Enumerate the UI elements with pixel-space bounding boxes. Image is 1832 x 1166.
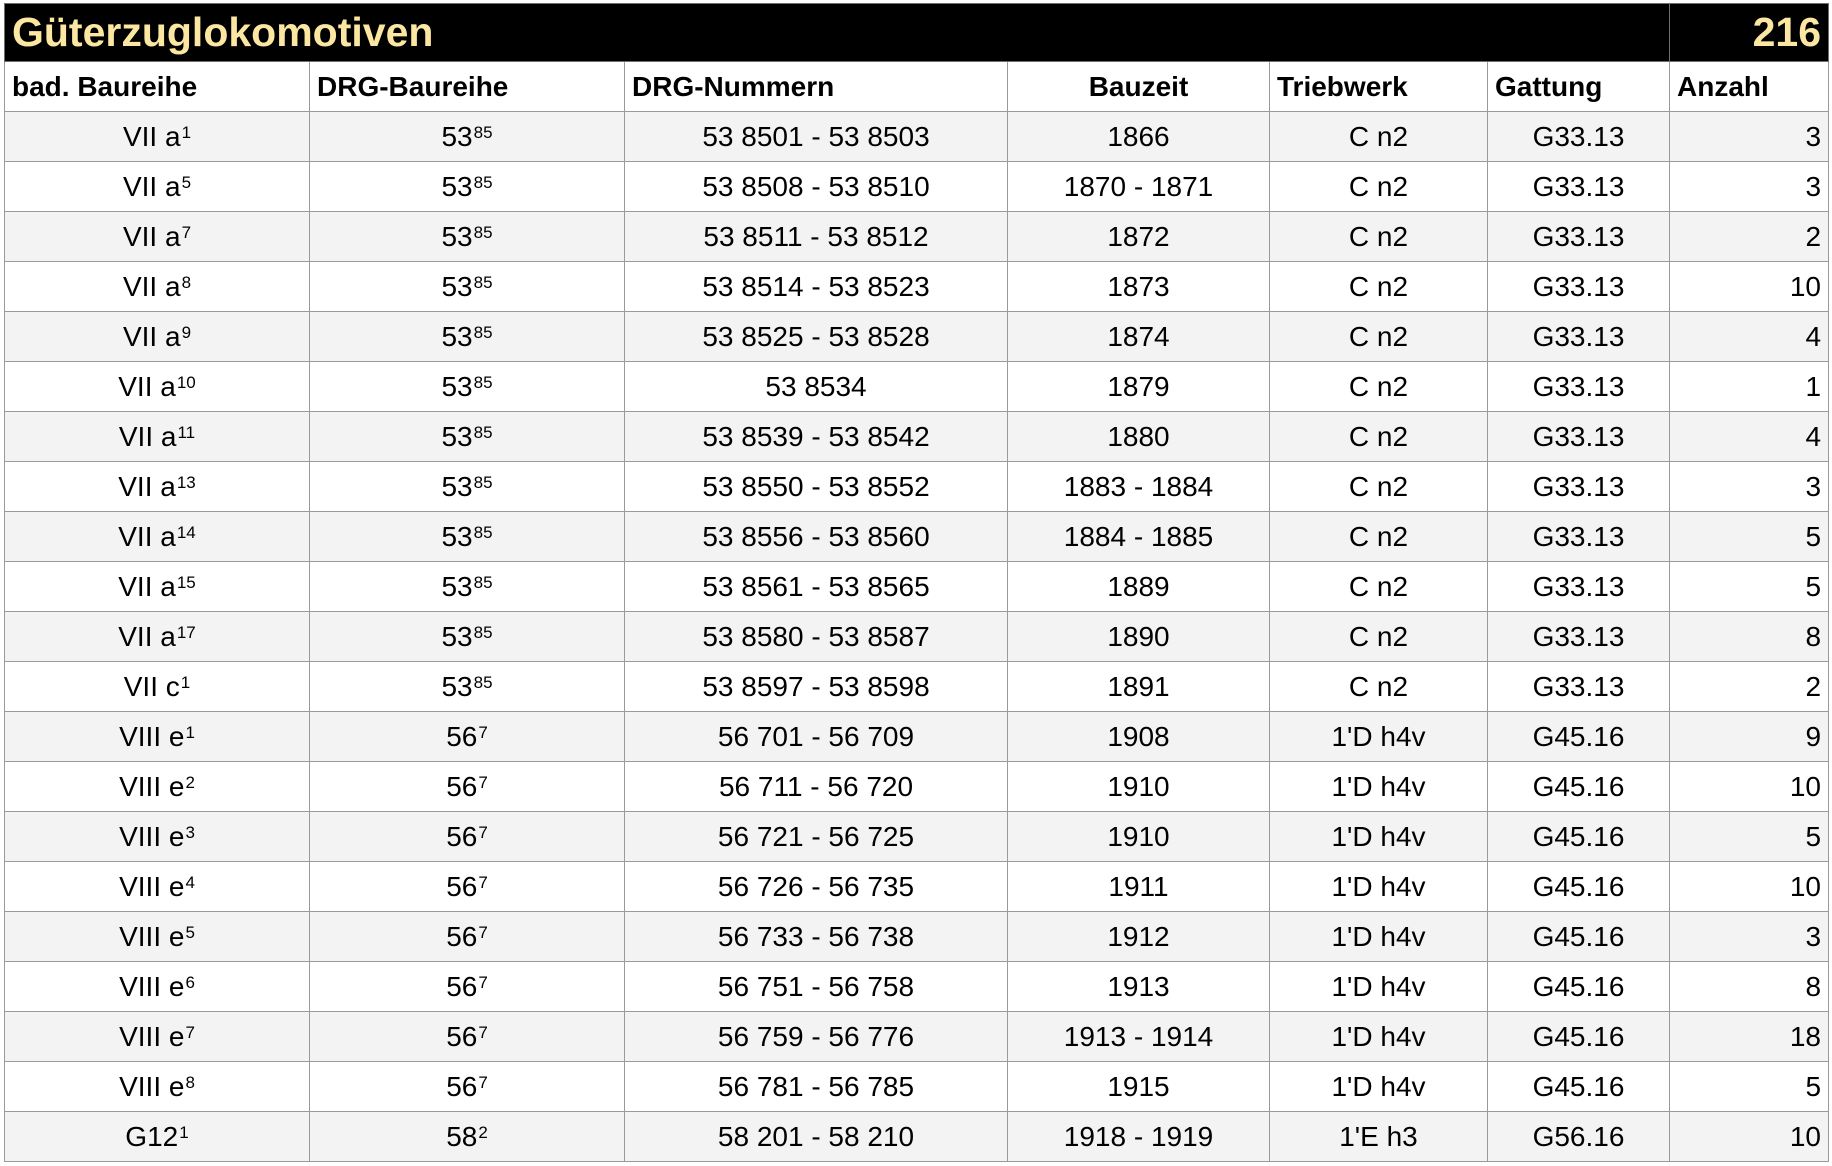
header-triebwerk: Triebwerk — [1270, 62, 1488, 112]
bauzeit-cell: 1911 — [1008, 862, 1270, 912]
bad-baureihe-index: 17 — [176, 622, 196, 642]
bad-baureihe-base: VII a — [118, 420, 177, 452]
drg-baureihe-cell — [310, 462, 625, 512]
bauzeit-cell: 1866 — [1008, 112, 1270, 162]
bauzeit-cell: 1870 - 1871 — [1008, 162, 1270, 212]
drg-baureihe-base: 56 — [446, 720, 478, 752]
triebwerk-cell: C n2 — [1270, 562, 1488, 612]
anzahl-cell: 2 — [1670, 662, 1829, 712]
drg-nummern-cell: 56 759 - 56 776 — [625, 1012, 1008, 1062]
gattung-cell: G56.16 — [1488, 1112, 1670, 1162]
title-row — [5, 4, 1829, 62]
triebwerk-cell: C n2 — [1270, 262, 1488, 312]
drg-nummern-cell: 56 721 - 56 725 — [625, 812, 1008, 862]
bad-baureihe-base: VII a — [118, 520, 176, 552]
drg-baureihe-index: 7 — [478, 722, 488, 742]
bad-baureihe-base: VII a — [118, 620, 176, 652]
bad-baureihe-cell — [5, 662, 310, 712]
drg-nummern-cell: 53 8501 - 53 8503 — [625, 112, 1008, 162]
drg-nummern-cell: 53 8525 - 53 8528 — [625, 312, 1008, 362]
table-row — [5, 162, 1829, 212]
anzahl-cell: 2 — [1670, 212, 1829, 262]
drg-nummern-cell: 53 8511 - 53 8512 — [625, 212, 1008, 262]
header-drg-nummern: DRG-Nummern — [625, 62, 1008, 112]
table-row — [5, 362, 1829, 412]
drg-baureihe-cell — [310, 612, 625, 662]
bauzeit-cell: 1879 — [1008, 362, 1270, 412]
bad-baureihe-index: 7 — [185, 1022, 195, 1042]
triebwerk-cell: C n2 — [1270, 362, 1488, 412]
gattung-cell: G45.16 — [1488, 812, 1670, 862]
header-gattung: Gattung — [1488, 62, 1670, 112]
bauzeit-cell: 1880 — [1008, 412, 1270, 462]
drg-nummern-cell: 53 8597 - 53 8598 — [625, 662, 1008, 712]
drg-baureihe-base: 53 — [441, 420, 473, 452]
gattung-cell: G33.13 — [1488, 362, 1670, 412]
anzahl-cell: 8 — [1670, 612, 1829, 662]
drg-baureihe-cell — [310, 512, 625, 562]
drg-baureihe-cell — [310, 262, 625, 312]
anzahl-cell: 3 — [1670, 462, 1829, 512]
triebwerk-cell: C n2 — [1270, 462, 1488, 512]
drg-nummern-cell: 56 711 - 56 720 — [625, 762, 1008, 812]
triebwerk-cell: 1'D h4v — [1270, 712, 1488, 762]
drg-baureihe-index: 7 — [478, 1022, 488, 1042]
bad-baureihe-base: VIII e — [119, 1020, 185, 1052]
table-row — [5, 612, 1829, 662]
table-row — [5, 662, 1829, 712]
anzahl-cell: 18 — [1670, 1012, 1829, 1062]
bad-baureihe-index: 3 — [185, 822, 195, 842]
drg-nummern-cell: 53 8580 - 53 8587 — [625, 612, 1008, 662]
drg-baureihe-cell — [310, 162, 625, 212]
table-row — [5, 1062, 1829, 1112]
table-row — [5, 212, 1829, 262]
locomotive-table-container — [4, 3, 1828, 1162]
drg-baureihe-cell — [310, 212, 625, 262]
header-bauzeit: Bauzeit — [1008, 62, 1270, 112]
anzahl-cell: 10 — [1670, 862, 1829, 912]
gattung-cell: G33.13 — [1488, 212, 1670, 262]
table-row — [5, 1112, 1829, 1162]
table-row — [5, 762, 1829, 812]
anzahl-cell: 4 — [1670, 312, 1829, 362]
bad-baureihe-base: G12 — [125, 1120, 179, 1152]
drg-baureihe-base: 53 — [441, 120, 473, 152]
table-row — [5, 1012, 1829, 1062]
bad-baureihe-index: 6 — [185, 972, 195, 992]
bad-baureihe-base: VII a — [122, 270, 181, 302]
bad-baureihe-cell — [5, 362, 310, 412]
drg-baureihe-base: 53 — [441, 570, 473, 602]
drg-baureihe-index: 85 — [473, 222, 493, 242]
triebwerk-cell: C n2 — [1270, 662, 1488, 712]
gattung-cell: G33.13 — [1488, 162, 1670, 212]
drg-baureihe-index: 7 — [478, 972, 488, 992]
triebwerk-cell: C n2 — [1270, 212, 1488, 262]
anzahl-cell: 3 — [1670, 162, 1829, 212]
drg-baureihe-base: 56 — [446, 1020, 478, 1052]
drg-baureihe-index: 7 — [478, 822, 488, 842]
drg-baureihe-cell — [310, 412, 625, 462]
drg-nummern-cell: 53 8556 - 53 8560 — [625, 512, 1008, 562]
triebwerk-cell: 1'D h4v — [1270, 1012, 1488, 1062]
gattung-cell: G33.13 — [1488, 662, 1670, 712]
bauzeit-cell: 1913 - 1914 — [1008, 1012, 1270, 1062]
drg-baureihe-base: 56 — [446, 770, 478, 802]
bad-baureihe-index: 5 — [181, 172, 192, 192]
table-row — [5, 112, 1829, 162]
bad-baureihe-index: 15 — [176, 572, 196, 592]
drg-baureihe-cell — [310, 1012, 625, 1062]
drg-baureihe-index: 85 — [473, 322, 493, 342]
triebwerk-cell: 1'D h4v — [1270, 812, 1488, 862]
anzahl-cell: 10 — [1670, 762, 1829, 812]
drg-baureihe-base: 53 — [441, 220, 473, 252]
drg-baureihe-cell — [310, 112, 625, 162]
bauzeit-cell: 1883 - 1884 — [1008, 462, 1270, 512]
header-row — [5, 62, 1829, 112]
bad-baureihe-cell — [5, 962, 310, 1012]
bad-baureihe-base: VII a — [122, 170, 181, 202]
gattung-cell: G33.13 — [1488, 262, 1670, 312]
bad-baureihe-index: 1 — [180, 672, 191, 692]
anzahl-cell: 3 — [1670, 912, 1829, 962]
drg-nummern-cell: 53 8550 - 53 8552 — [625, 462, 1008, 512]
table-row — [5, 912, 1829, 962]
table-title: Güterzuglokomotiven — [5, 4, 1670, 62]
drg-nummern-cell: 56 781 - 56 785 — [625, 1062, 1008, 1112]
bad-baureihe-index: 1 — [179, 1122, 189, 1142]
triebwerk-cell: 1'E h3 — [1270, 1112, 1488, 1162]
drg-baureihe-base: 56 — [446, 870, 478, 902]
bauzeit-cell: 1910 — [1008, 762, 1270, 812]
table-row — [5, 812, 1829, 862]
table-row — [5, 562, 1829, 612]
drg-baureihe-cell — [310, 962, 625, 1012]
gattung-cell: G33.13 — [1488, 562, 1670, 612]
drg-baureihe-cell — [310, 312, 625, 362]
bad-baureihe-cell — [5, 1112, 310, 1162]
drg-baureihe-base: 53 — [441, 270, 473, 302]
anzahl-cell: 1 — [1670, 362, 1829, 412]
drg-baureihe-cell — [310, 762, 625, 812]
bad-baureihe-base: VII a — [118, 470, 176, 502]
table-row — [5, 862, 1829, 912]
drg-baureihe-index: 85 — [473, 122, 493, 142]
drg-nummern-cell: 53 8561 - 53 8565 — [625, 562, 1008, 612]
drg-nummern-cell: 56 733 - 56 738 — [625, 912, 1008, 962]
header-drg-baureihe: DRG-Baureihe — [310, 62, 625, 112]
triebwerk-cell: C n2 — [1270, 612, 1488, 662]
bad-baureihe-cell — [5, 1012, 310, 1062]
table-row — [5, 262, 1829, 312]
bauzeit-cell: 1913 — [1008, 962, 1270, 1012]
header-anzahl: Anzahl — [1670, 62, 1829, 112]
bad-baureihe-base: VIII e — [119, 870, 185, 902]
drg-baureihe-base: 56 — [446, 920, 478, 952]
triebwerk-cell: 1'D h4v — [1270, 1062, 1488, 1112]
triebwerk-cell: 1'D h4v — [1270, 912, 1488, 962]
drg-nummern-cell: 56 751 - 56 758 — [625, 962, 1008, 1012]
bauzeit-cell: 1889 — [1008, 562, 1270, 612]
bauzeit-cell: 1915 — [1008, 1062, 1270, 1112]
drg-nummern-cell: 58 201 - 58 210 — [625, 1112, 1008, 1162]
drg-baureihe-index: 7 — [478, 872, 488, 892]
anzahl-cell: 5 — [1670, 562, 1829, 612]
bad-baureihe-base: VII a — [122, 120, 181, 152]
bad-baureihe-cell — [5, 562, 310, 612]
drg-baureihe-base: 58 — [446, 1120, 478, 1152]
drg-baureihe-base: 53 — [441, 170, 473, 202]
drg-baureihe-index: 85 — [473, 372, 493, 392]
bad-baureihe-base: VIII e — [119, 920, 185, 952]
drg-baureihe-cell — [310, 662, 625, 712]
bad-baureihe-base: VIII e — [119, 820, 185, 852]
bauzeit-cell: 1872 — [1008, 212, 1270, 262]
bad-baureihe-index: 2 — [185, 772, 195, 792]
bad-baureihe-cell — [5, 312, 310, 362]
triebwerk-cell: 1'D h4v — [1270, 762, 1488, 812]
gattung-cell: G33.13 — [1488, 112, 1670, 162]
header-bad-baureihe: bad. Baureihe — [5, 62, 310, 112]
bad-baureihe-base: VII a — [118, 370, 176, 402]
bad-baureihe-base: VII a — [122, 320, 181, 352]
drg-baureihe-cell — [310, 1062, 625, 1112]
bad-baureihe-cell — [5, 512, 310, 562]
bad-baureihe-index: 4 — [185, 872, 195, 892]
gattung-cell: G33.13 — [1488, 462, 1670, 512]
gattung-cell: G33.13 — [1488, 312, 1670, 362]
drg-nummern-cell: 53 8534 — [625, 362, 1008, 412]
bauzeit-cell: 1910 — [1008, 812, 1270, 862]
drg-baureihe-base: 53 — [441, 470, 473, 502]
drg-baureihe-base: 53 — [441, 520, 473, 552]
drg-baureihe-base: 53 — [441, 320, 473, 352]
bauzeit-cell: 1918 - 1919 — [1008, 1112, 1270, 1162]
drg-baureihe-index: 85 — [473, 472, 493, 492]
anzahl-cell: 5 — [1670, 512, 1829, 562]
bauzeit-cell: 1874 — [1008, 312, 1270, 362]
drg-baureihe-base: 53 — [441, 370, 473, 402]
triebwerk-cell: C n2 — [1270, 412, 1488, 462]
bad-baureihe-index: 1 — [181, 122, 192, 142]
bad-baureihe-cell — [5, 262, 310, 312]
bad-baureihe-cell — [5, 1062, 310, 1112]
drg-baureihe-base: 56 — [446, 970, 478, 1002]
bad-baureihe-cell — [5, 712, 310, 762]
drg-baureihe-base: 53 — [441, 620, 473, 652]
anzahl-cell: 8 — [1670, 962, 1829, 1012]
gattung-cell: G45.16 — [1488, 712, 1670, 762]
drg-baureihe-index: 7 — [478, 772, 488, 792]
drg-baureihe-index: 85 — [473, 672, 493, 692]
bad-baureihe-index: 7 — [181, 222, 192, 242]
anzahl-cell: 3 — [1670, 112, 1829, 162]
table-row — [5, 462, 1829, 512]
drg-nummern-cell: 53 8514 - 53 8523 — [625, 262, 1008, 312]
bad-baureihe-index: 8 — [185, 1072, 195, 1092]
bad-baureihe-index: 9 — [181, 322, 192, 342]
bad-baureihe-cell — [5, 612, 310, 662]
bad-baureihe-cell — [5, 912, 310, 962]
bad-baureihe-cell — [5, 162, 310, 212]
bad-baureihe-cell — [5, 112, 310, 162]
bad-baureihe-index: 5 — [185, 922, 195, 942]
bad-baureihe-cell — [5, 862, 310, 912]
gattung-cell: G45.16 — [1488, 962, 1670, 1012]
drg-baureihe-base: 56 — [446, 1070, 478, 1102]
bad-baureihe-cell — [5, 762, 310, 812]
bad-baureihe-cell — [5, 812, 310, 862]
drg-baureihe-index: 7 — [478, 1072, 488, 1092]
drg-baureihe-cell — [310, 1112, 625, 1162]
total-count: 216 — [1670, 4, 1829, 62]
gattung-cell: G45.16 — [1488, 1062, 1670, 1112]
drg-baureihe-cell — [310, 862, 625, 912]
drg-baureihe-cell — [310, 562, 625, 612]
bad-baureihe-base: VII a — [122, 220, 181, 252]
bad-baureihe-cell — [5, 412, 310, 462]
triebwerk-cell: 1'D h4v — [1270, 962, 1488, 1012]
drg-baureihe-index: 85 — [473, 522, 493, 542]
anzahl-cell: 10 — [1670, 1112, 1829, 1162]
gattung-cell: G33.13 — [1488, 512, 1670, 562]
bad-baureihe-cell — [5, 212, 310, 262]
drg-nummern-cell: 56 726 - 56 735 — [625, 862, 1008, 912]
table-row — [5, 412, 1829, 462]
drg-baureihe-index: 85 — [473, 572, 493, 592]
drg-nummern-cell: 53 8508 - 53 8510 — [625, 162, 1008, 212]
gattung-cell: G33.13 — [1488, 612, 1670, 662]
triebwerk-cell: C n2 — [1270, 162, 1488, 212]
drg-baureihe-index: 2 — [478, 1122, 488, 1142]
triebwerk-cell: 1'D h4v — [1270, 862, 1488, 912]
drg-baureihe-base: 56 — [446, 820, 478, 852]
gattung-cell: G45.16 — [1488, 862, 1670, 912]
bauzeit-cell: 1912 — [1008, 912, 1270, 962]
table-row — [5, 962, 1829, 1012]
drg-baureihe-cell — [310, 812, 625, 862]
anzahl-cell: 10 — [1670, 262, 1829, 312]
bad-baureihe-base: VIII e — [119, 720, 185, 752]
table-row — [5, 712, 1829, 762]
bauzeit-cell: 1891 — [1008, 662, 1270, 712]
drg-nummern-cell: 56 701 - 56 709 — [625, 712, 1008, 762]
drg-nummern-cell: 53 8539 - 53 8542 — [625, 412, 1008, 462]
drg-baureihe-index: 7 — [478, 922, 488, 942]
gattung-cell: G33.13 — [1488, 412, 1670, 462]
gattung-cell: G45.16 — [1488, 1012, 1670, 1062]
anzahl-cell: 9 — [1670, 712, 1829, 762]
bad-baureihe-index: 8 — [181, 272, 192, 292]
anzahl-cell: 5 — [1670, 812, 1829, 862]
triebwerk-cell: C n2 — [1270, 112, 1488, 162]
bauzeit-cell: 1873 — [1008, 262, 1270, 312]
drg-baureihe-index: 85 — [473, 272, 493, 292]
drg-baureihe-index: 85 — [473, 422, 493, 442]
anzahl-cell: 4 — [1670, 412, 1829, 462]
bad-baureihe-index: 1 — [185, 722, 195, 742]
bad-baureihe-base: VII a — [118, 570, 176, 602]
drg-baureihe-cell — [310, 362, 625, 412]
locomotive-table — [4, 3, 1829, 1162]
bad-baureihe-base: VIII e — [119, 970, 185, 1002]
bad-baureihe-base: VII c — [123, 670, 180, 702]
bad-baureihe-base: VIII e — [119, 770, 185, 802]
table-row — [5, 512, 1829, 562]
bad-baureihe-index: 14 — [176, 522, 196, 542]
drg-baureihe-base: 53 — [441, 670, 473, 702]
triebwerk-cell: C n2 — [1270, 312, 1488, 362]
bauzeit-cell: 1884 - 1885 — [1008, 512, 1270, 562]
bad-baureihe-cell — [5, 462, 310, 512]
drg-baureihe-cell — [310, 912, 625, 962]
drg-baureihe-index: 85 — [473, 172, 493, 192]
gattung-cell: G45.16 — [1488, 912, 1670, 962]
bauzeit-cell: 1890 — [1008, 612, 1270, 662]
gattung-cell: G45.16 — [1488, 762, 1670, 812]
table-row — [5, 312, 1829, 362]
bad-baureihe-index: 10 — [176, 372, 196, 392]
triebwerk-cell: C n2 — [1270, 512, 1488, 562]
bad-baureihe-index: 13 — [176, 472, 196, 492]
drg-baureihe-index: 85 — [473, 622, 493, 642]
bad-baureihe-index: 11 — [177, 422, 196, 442]
drg-baureihe-cell — [310, 712, 625, 762]
bauzeit-cell: 1908 — [1008, 712, 1270, 762]
bad-baureihe-base: VIII e — [119, 1070, 185, 1102]
anzahl-cell: 5 — [1670, 1062, 1829, 1112]
